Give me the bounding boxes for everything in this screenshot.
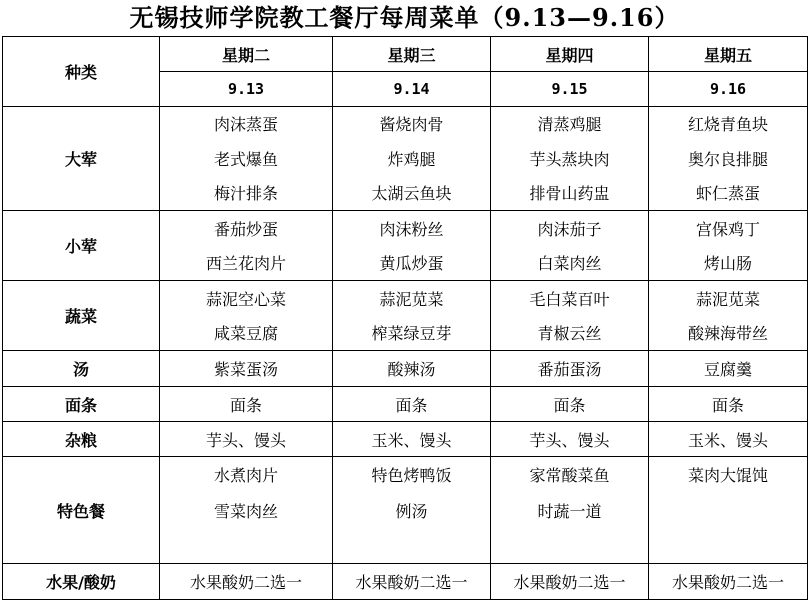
dish-cell: 排骨山药盅 [491, 176, 649, 211]
dish-cell: 咸菜豆腐 [160, 316, 333, 351]
dish-cell: 菜肉大馄饨 [649, 457, 808, 493]
dish-cell: 宫保鸡丁 [649, 211, 808, 246]
dish-cell: 特色烤鸭饭 [333, 457, 491, 493]
category-label-tesecan: 特色餐 [3, 457, 160, 564]
dish-cell: 榨菜绿豆芽 [333, 316, 491, 351]
dish-cell: 虾仁蒸蛋 [649, 176, 808, 211]
dish-cell: 酱烧肉骨 [333, 107, 491, 141]
dish-cell: 红烧青鱼块 [649, 107, 808, 141]
dish-cell [160, 529, 333, 564]
dish-cell: 炸鸡腿 [333, 141, 491, 176]
weekday-header: 星期二 [160, 37, 333, 72]
menu-row [3, 107, 808, 141]
dish-cell: 西兰花肉片 [160, 246, 333, 281]
dish-cell: 家常酸菜鱼 [491, 457, 649, 493]
dish-cell: 水果酸奶二选一 [333, 564, 491, 600]
category-label-zaliang: 杂粮 [3, 422, 160, 457]
dish-cell: 白菜肉丝 [491, 246, 649, 281]
dish-cell: 肉沫蒸蛋 [160, 107, 333, 141]
dish-cell: 水果酸奶二选一 [160, 564, 333, 600]
dish-cell: 酸辣汤 [333, 351, 491, 387]
menu-row [3, 281, 808, 316]
dish-cell: 番茄炒蛋 [160, 211, 333, 246]
dish-cell [491, 529, 649, 564]
dish-cell: 水煮肉片 [160, 457, 333, 493]
dish-cell: 面条 [333, 387, 491, 422]
menu-row [3, 387, 808, 422]
menu-row [3, 564, 808, 600]
page-title: 无锡技师学院教工餐厅每周菜单（9.13—9.16） [129, 3, 680, 32]
date-header: 9.13 [160, 72, 333, 107]
weekly-menu-table [2, 36, 808, 600]
dish-cell: 紫菜蛋汤 [160, 351, 333, 387]
dish-cell: 面条 [491, 387, 649, 422]
dish-cell [333, 529, 491, 564]
header-weekday-row [3, 37, 808, 72]
dish-cell: 清蒸鸡腿 [491, 107, 649, 141]
weekday-header: 星期五 [649, 37, 808, 72]
dish-cell: 太湖云鱼块 [333, 176, 491, 211]
dish-cell: 玉米、馒头 [333, 422, 491, 457]
dish-cell: 面条 [160, 387, 333, 422]
dish-cell: 水果酸奶二选一 [649, 564, 808, 600]
menu-row [3, 422, 808, 457]
dish-cell: 芋头蒸块肉 [491, 141, 649, 176]
menu-row [3, 211, 808, 246]
menu-row [3, 351, 808, 387]
dish-cell: 雪菜肉丝 [160, 493, 333, 529]
dish-cell: 蒜泥空心菜 [160, 281, 333, 316]
dish-cell: 水果酸奶二选一 [491, 564, 649, 600]
weekday-header: 星期三 [333, 37, 491, 72]
dish-cell: 豆腐羹 [649, 351, 808, 387]
dish-cell: 时蔬一道 [491, 493, 649, 529]
dish-cell: 玉米、馒头 [649, 422, 808, 457]
dish-cell: 蒜泥苋菜 [649, 281, 808, 316]
date-header: 9.16 [649, 72, 808, 107]
dish-cell: 芋头、馒头 [160, 422, 333, 457]
dish-cell: 奥尔良排腿 [649, 141, 808, 176]
category-label-shuiguo: 水果/酸奶 [3, 564, 160, 600]
category-label-shucai: 蔬菜 [3, 281, 160, 351]
dish-cell: 青椒云丝 [491, 316, 649, 351]
dish-cell [649, 493, 808, 529]
dish-cell: 老式爆鱼 [160, 141, 333, 176]
dish-cell [649, 529, 808, 564]
dish-cell: 番茄蛋汤 [491, 351, 649, 387]
dish-cell: 例汤 [333, 493, 491, 529]
menu-row [3, 457, 808, 493]
date-header: 9.14 [333, 72, 491, 107]
dish-cell: 肉沫茄子 [491, 211, 649, 246]
dish-cell: 蒜泥苋菜 [333, 281, 491, 316]
category-header: 种类 [3, 37, 160, 107]
dish-cell: 肉沫粉丝 [333, 211, 491, 246]
category-label-dahun: 大荤 [3, 107, 160, 211]
dish-cell: 毛白菜百叶 [491, 281, 649, 316]
dish-cell: 芋头、馒头 [491, 422, 649, 457]
weekday-header: 星期四 [491, 37, 649, 72]
dish-cell: 梅汁排条 [160, 176, 333, 211]
category-label-xiaohun: 小荤 [3, 211, 160, 281]
dish-cell: 酸辣海带丝 [649, 316, 808, 351]
date-header: 9.15 [491, 72, 649, 107]
category-label-miantiao: 面条 [3, 387, 160, 422]
dish-cell: 烤山肠 [649, 246, 808, 281]
dish-cell: 黄瓜炒蛋 [333, 246, 491, 281]
category-label-tang: 汤 [3, 351, 160, 387]
dish-cell: 面条 [649, 387, 808, 422]
